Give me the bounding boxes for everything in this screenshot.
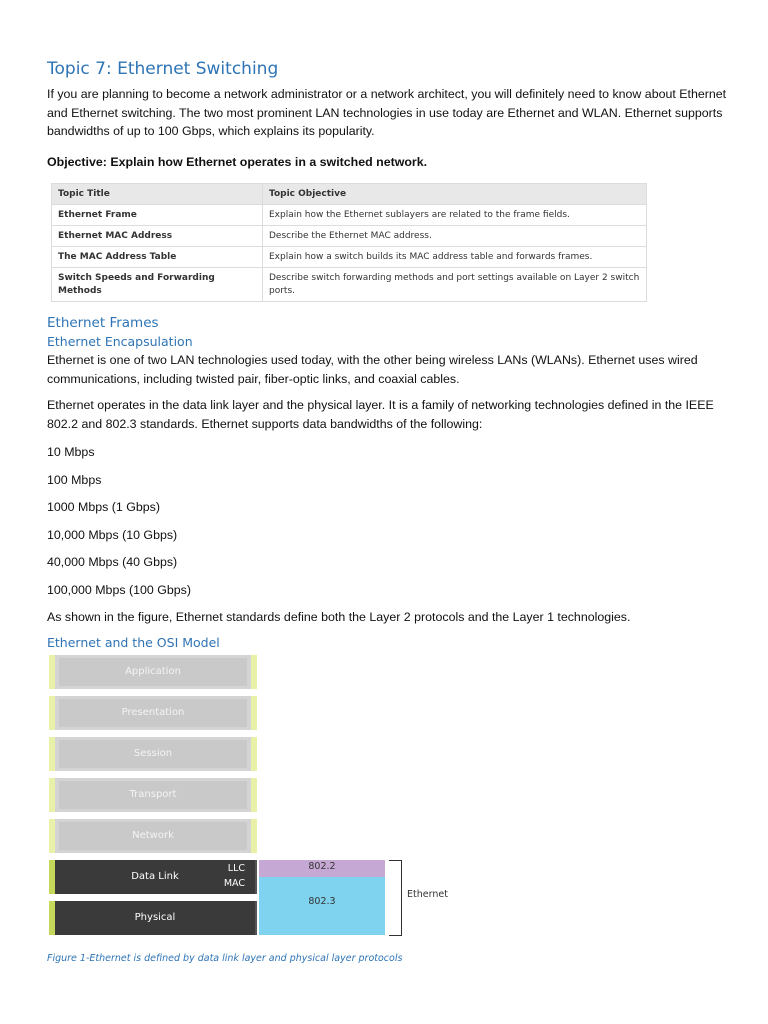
table-cell-objective: Explain how a switch builds its MAC address table and forwards frames. xyxy=(263,247,647,268)
table-row xyxy=(52,226,647,247)
osi-layer-network: Network xyxy=(49,819,257,853)
section-heading-ethernet-frames: Ethernet Frames xyxy=(47,315,159,331)
table-row xyxy=(52,268,647,302)
osi-model-diagram xyxy=(49,655,469,945)
topics-table xyxy=(51,183,647,302)
ethernet-label: Ethernet xyxy=(407,888,448,900)
objective-text: Objective: Explain how Ethernet operates in a switched network. xyxy=(47,154,428,169)
table-cell-title: Ethernet Frame xyxy=(52,205,263,226)
osi-layer-data-link: Data Link LLC MAC xyxy=(49,860,257,894)
llc-label: LLC xyxy=(227,862,245,874)
speed-item: 10,000 Mbps (10 Gbps) xyxy=(47,527,178,542)
table-cell-objective: Explain how the Ethernet sublayers are related to the frame fields. xyxy=(263,205,647,226)
osi-layer-physical: Physical xyxy=(49,901,257,935)
paragraph-data-link: Ethernet operates in the data link layer and the physical layer. It is a family of networking technologies defined in the IEEE 802.2 and 802.3 standards. Ethernet supports data bandwidths of the following: xyxy=(47,398,714,431)
table-row xyxy=(52,205,647,226)
page-title: Topic 7: Ethernet Switching xyxy=(47,59,279,79)
figure-caption: Figure 1-Ethernet is defined by data link layer and physical layer protocols xyxy=(47,953,403,964)
speed-item: 40,000 Mbps (40 Gbps) xyxy=(47,555,178,569)
table-header-row xyxy=(52,184,647,205)
speed-item: 100 Mbps xyxy=(47,472,102,487)
table-header-topic-title: Topic Title xyxy=(52,184,263,205)
standard-802-3-box: 802.3 xyxy=(259,877,385,935)
intro-paragraph: If you are planning to become a network administrator or a network architect, you will definitely need to know about Ethernet and Ethernet switching. The two most prominent LAN technologies in use today are Ethernet and WLAN. Ethernet supports bandwidths of up to 100 Gbps, which explains its popularity. xyxy=(47,87,727,138)
osi-layer-session: Session xyxy=(49,737,257,771)
osi-layer-transport: Transport xyxy=(49,778,257,812)
table-cell-title: Switch Speeds and Forwarding Methods xyxy=(52,268,263,302)
subsection-heading-encapsulation: Ethernet Encapsulation xyxy=(47,334,193,349)
table-header-topic-objective: Topic Objective xyxy=(263,184,647,205)
osi-layer-presentation: Presentation xyxy=(49,696,257,730)
paragraph-lan-technologies: Ethernet is one of two LAN technologies used today, with the other being wireless LANs (WLANs). Ethernet uses wired communications, including twisted pair, fiber-optic links, and coaxial cables. xyxy=(47,353,698,386)
paragraph-figure-intro: As shown in the figure, Ethernet standards define both the Layer 2 protocols and the Layer 1 technologies. xyxy=(47,610,631,624)
table-cell-objective: Describe the Ethernet MAC address. xyxy=(263,226,647,247)
table-cell-title: Ethernet MAC Address xyxy=(52,226,263,247)
document-page xyxy=(47,58,727,945)
osi-layer-application: Application xyxy=(49,655,257,689)
section-heading-osi-model: Ethernet and the OSI Model xyxy=(47,634,220,650)
speed-item: 10 Mbps xyxy=(47,445,95,459)
mac-label: MAC xyxy=(223,877,245,889)
speed-item: 1000 Mbps (1 Gbps) xyxy=(47,500,160,514)
table-cell-objective: Describe switch forwarding methods and port settings available on Layer 2 switch ports. xyxy=(263,268,647,302)
ethernet-bracket xyxy=(389,860,402,936)
table-row xyxy=(52,247,647,268)
speed-item: 100,000 Mbps (100 Gbps) xyxy=(47,582,191,597)
standard-802-2-box: 802.2 xyxy=(259,860,385,877)
table-cell-title: The MAC Address Table xyxy=(52,247,263,268)
